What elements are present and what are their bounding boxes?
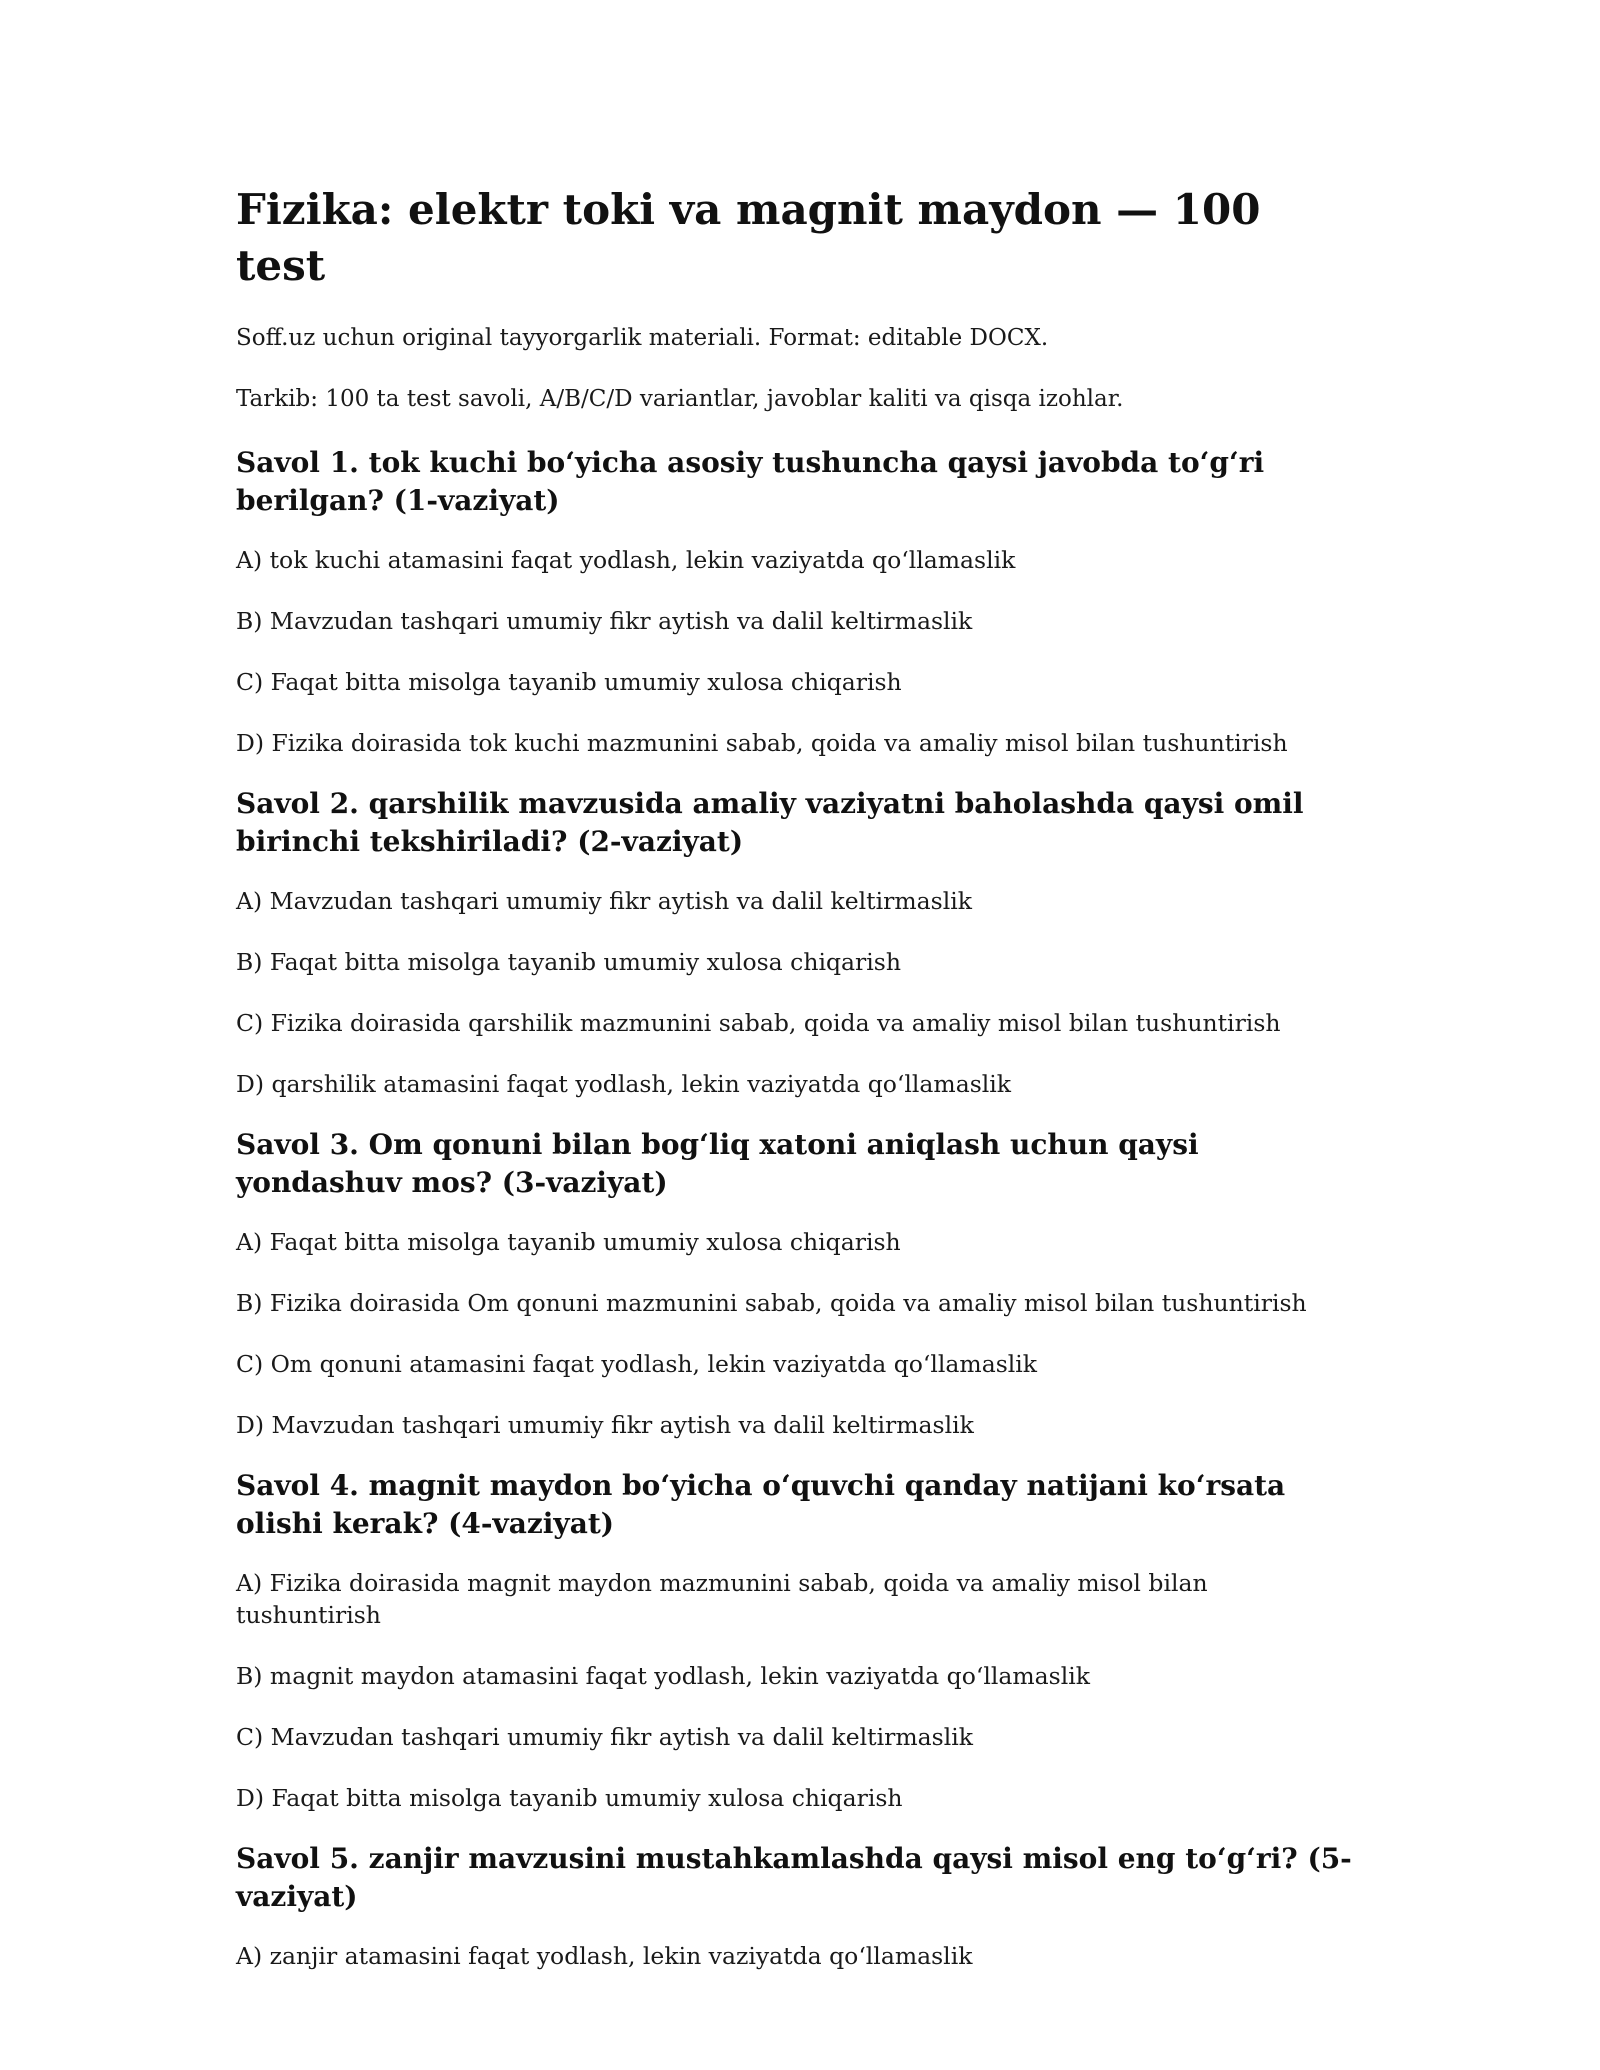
answer-option-d: D) qarshilik atamasini faqat yodlash, lekin vaziyatda qo‘llamaslik	[236, 1070, 1012, 1098]
answer-option-c: C) Faqat bitta misolga tayanib umumiy xulosa chiqarish	[236, 668, 902, 696]
question-heading: Savol 3. Om qonuni bilan bog‘liq xatoni aniqlash uchun qaysi yondashuv mos? (3-vaziyat)	[236, 1128, 1199, 1199]
intro-paragraph: Tarkib: 100 ta test savoli, A/B/C/D variantlar, javoblar kaliti va qisqa izohlar.	[236, 386, 1124, 412]
answer-option-a: A) tok kuchi atamasini faqat yodlash, lekin vaziyatda qo‘llamaslik	[236, 546, 1016, 574]
answer-option-b: B) Fizika doirasida Om qonuni mazmunini sabab, qoida va amaliy misol bilan tushuntirish	[236, 1289, 1307, 1317]
answer-option-b: B) magnit maydon atamasini faqat yodlash, lekin vaziyatda qo‘llamaslik	[236, 1662, 1090, 1690]
answer-option-d: D) Faqat bitta misolga tayanib umumiy xulosa chiqarish	[236, 1784, 903, 1812]
intro-paragraph: Soff.uz uchun original tayyorgarlik materiali. Format: editable DOCX.	[236, 325, 1049, 351]
answer-option-c: C) Om qonuni atamasini faqat yodlash, lekin vaziyatda qo‘llamaslik	[236, 1350, 1038, 1378]
question-heading: Savol 2. qarshilik mavzusida amaliy vaziyatni baholashda qaysi omil birinchi tekshiriladi? (2-vaziyat)	[236, 787, 1304, 858]
answer-option-b: B) Faqat bitta misolga tayanib umumiy xulosa chiqarish	[236, 948, 901, 976]
answer-option-d: D) Mavzudan tashqari umumiy fikr aytish va dalil keltirmaslik	[236, 1411, 974, 1439]
answer-option-c: C) Fizika doirasida qarshilik mazmunini sabab, qoida va amaliy misol bilan tushuntirish	[236, 1009, 1281, 1037]
question-heading: Savol 4. magnit maydon bo‘yicha o‘quvchi qanday natijani ko‘rsata olishi kerak? (4-vaziyat)	[236, 1469, 1286, 1540]
question-block-4	[236, 1467, 1360, 1814]
document-title: Fizika: elektr toki va magnit maydon — 100 test	[236, 185, 1261, 290]
question-block-1	[236, 444, 1360, 759]
question-heading: Savol 5. zanjir mavzusini mustahkamlashda qaysi misol eng to‘g‘ri? (5-vaziyat)	[236, 1842, 1352, 1913]
answer-option-c: C) Mavzudan tashqari umumiy fikr aytish va dalil keltirmaslik	[236, 1723, 974, 1751]
question-heading: Savol 1. tok kuchi bo‘yicha asosiy tushuncha qaysi javobda to‘g‘ri berilgan? (1-vaziyat)	[236, 446, 1265, 517]
question-block-5	[236, 1840, 1360, 1972]
answer-option-a: A) Faqat bitta misolga tayanib umumiy xulosa chiqarish	[236, 1228, 901, 1256]
question-block-2	[236, 785, 1360, 1100]
answer-option-b: B) Mavzudan tashqari umumiy fikr aytish va dalil keltirmaslik	[236, 607, 973, 635]
answer-option-a: A) zanjir atamasini faqat yodlash, lekin vaziyatda qo‘llamaslik	[236, 1942, 973, 1970]
answer-option-a: A) Mavzudan tashqari umumiy fikr aytish va dalil keltirmaslik	[236, 887, 972, 915]
answer-option-d: D) Fizika doirasida tok kuchi mazmunini sabab, qoida va amaliy misol bilan tushuntirish	[236, 729, 1288, 757]
question-block-3	[236, 1126, 1360, 1441]
answer-option-a: A) Fizika doirasida magnit maydon mazmunini sabab, qoida va amaliy misol bilan tushuntirish	[236, 1569, 1208, 1629]
